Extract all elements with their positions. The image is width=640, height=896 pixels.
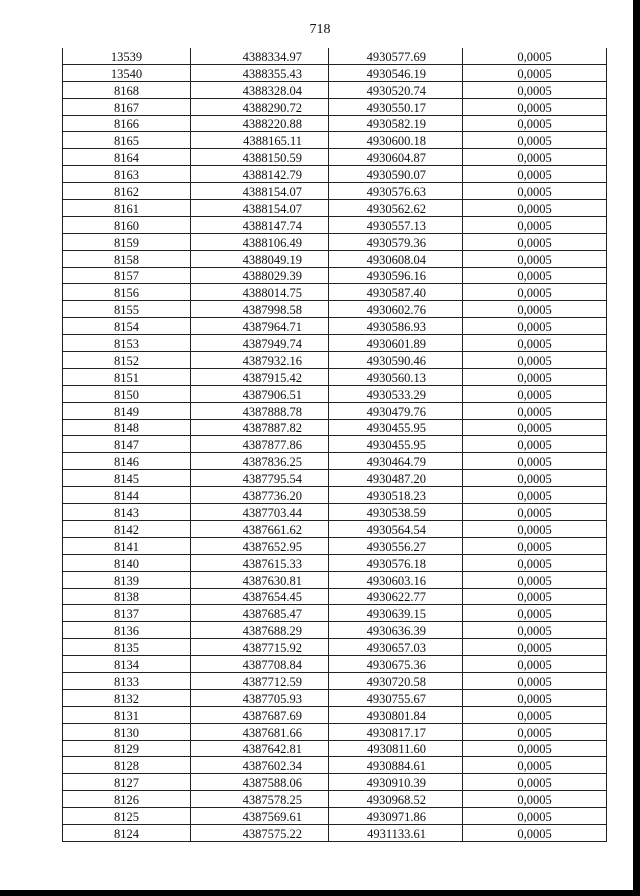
- tolerance-cell: 0,0005: [463, 216, 607, 233]
- table-row: [63, 318, 607, 335]
- table-row: [63, 200, 607, 217]
- y-coordinate-cell: 4930971.86: [329, 808, 463, 825]
- x-coordinate-cell: 4387877.86: [191, 436, 329, 453]
- y-coordinate-cell: 4930600.18: [329, 132, 463, 149]
- tolerance-cell: 0,0005: [463, 520, 607, 537]
- table-row: [63, 436, 607, 453]
- y-coordinate-cell: 4930538.59: [329, 504, 463, 521]
- tolerance-cell: 0,0005: [463, 639, 607, 656]
- tolerance-cell: 0,0005: [463, 757, 607, 774]
- x-coordinate-cell: 4387687.69: [191, 706, 329, 723]
- x-coordinate-cell: 4387949.74: [191, 335, 329, 352]
- table-row: [63, 487, 607, 504]
- y-coordinate-cell: 4930811.60: [329, 740, 463, 757]
- y-coordinate-cell: 4930576.18: [329, 554, 463, 571]
- y-coordinate-cell: 4930817.17: [329, 723, 463, 740]
- y-coordinate-cell: 4930603.16: [329, 571, 463, 588]
- tolerance-cell: 0,0005: [463, 605, 607, 622]
- x-coordinate-cell: 4387703.44: [191, 504, 329, 521]
- point-number-cell: 8133: [63, 672, 191, 689]
- tolerance-cell: 0,0005: [463, 824, 607, 841]
- y-coordinate-cell: 4930720.58: [329, 672, 463, 689]
- x-coordinate-cell: 4387795.54: [191, 470, 329, 487]
- tolerance-cell: 0,0005: [463, 470, 607, 487]
- table-row: [63, 740, 607, 757]
- point-number-cell: 8125: [63, 808, 191, 825]
- tolerance-cell: 0,0005: [463, 64, 607, 81]
- tolerance-cell: 0,0005: [463, 689, 607, 706]
- x-coordinate-cell: 4387569.61: [191, 808, 329, 825]
- tolerance-cell: 0,0005: [463, 537, 607, 554]
- y-coordinate-cell: 4930590.07: [329, 166, 463, 183]
- table-row: [63, 419, 607, 436]
- tolerance-cell: 0,0005: [463, 740, 607, 757]
- table-row: [63, 250, 607, 267]
- x-coordinate-cell: 4388154.07: [191, 183, 329, 200]
- y-coordinate-cell: 4930464.79: [329, 453, 463, 470]
- y-coordinate-cell: 4930560.13: [329, 368, 463, 385]
- y-coordinate-cell: 4930479.76: [329, 402, 463, 419]
- x-coordinate-cell: 4387681.66: [191, 723, 329, 740]
- point-number-cell: 8138: [63, 588, 191, 605]
- x-coordinate-cell: 4387932.16: [191, 352, 329, 369]
- tolerance-cell: 0,0005: [463, 183, 607, 200]
- x-coordinate-cell: 4388165.11: [191, 132, 329, 149]
- tolerance-cell: 0,0005: [463, 166, 607, 183]
- table-row: [63, 639, 607, 656]
- table-row: [63, 808, 607, 825]
- tolerance-cell: 0,0005: [463, 622, 607, 639]
- x-coordinate-cell: 4387575.22: [191, 824, 329, 841]
- table-row: [63, 791, 607, 808]
- tolerance-cell: 0,0005: [463, 791, 607, 808]
- x-coordinate-cell: 4387661.62: [191, 520, 329, 537]
- point-number-cell: 8157: [63, 267, 191, 284]
- table-row: [63, 81, 607, 98]
- tolerance-cell: 0,0005: [463, 48, 607, 64]
- x-coordinate-cell: 4388142.79: [191, 166, 329, 183]
- point-number-cell: 8153: [63, 335, 191, 352]
- x-coordinate-cell: 4388290.72: [191, 98, 329, 115]
- tolerance-cell: 0,0005: [463, 233, 607, 250]
- point-number-cell: 8136: [63, 622, 191, 639]
- y-coordinate-cell: 4931133.61: [329, 824, 463, 841]
- point-number-cell: 8154: [63, 318, 191, 335]
- x-coordinate-cell: 4387652.95: [191, 537, 329, 554]
- y-coordinate-cell: 4930564.54: [329, 520, 463, 537]
- y-coordinate-cell: 4930533.29: [329, 385, 463, 402]
- tolerance-cell: 0,0005: [463, 453, 607, 470]
- table-row: [63, 689, 607, 706]
- y-coordinate-cell: 4930601.89: [329, 335, 463, 352]
- point-number-cell: 8162: [63, 183, 191, 200]
- point-number-cell: 8152: [63, 352, 191, 369]
- table-row: [63, 48, 607, 64]
- point-number-cell: 8158: [63, 250, 191, 267]
- table-row: [63, 706, 607, 723]
- x-coordinate-cell: 4387915.42: [191, 368, 329, 385]
- table-row: [63, 402, 607, 419]
- page-number: 718: [309, 22, 331, 37]
- y-coordinate-cell: 4930910.39: [329, 774, 463, 791]
- table-row: [63, 352, 607, 369]
- point-number-cell: 8163: [63, 166, 191, 183]
- x-coordinate-cell: 4388150.59: [191, 149, 329, 166]
- point-number-cell: 8146: [63, 453, 191, 470]
- x-coordinate-cell: 4388147.74: [191, 216, 329, 233]
- y-coordinate-cell: 4930587.40: [329, 284, 463, 301]
- point-number-cell: 8150: [63, 385, 191, 402]
- x-coordinate-cell: 4387705.93: [191, 689, 329, 706]
- y-coordinate-cell: 4930622.77: [329, 588, 463, 605]
- y-coordinate-cell: 4930557.13: [329, 216, 463, 233]
- table-row: [63, 520, 607, 537]
- x-coordinate-cell: 4387685.47: [191, 605, 329, 622]
- table-row: [63, 149, 607, 166]
- y-coordinate-cell: 4930657.03: [329, 639, 463, 656]
- point-number-cell: 8160: [63, 216, 191, 233]
- x-coordinate-cell: 4387998.58: [191, 301, 329, 318]
- y-coordinate-cell: 4930755.67: [329, 689, 463, 706]
- y-coordinate-cell: 4930520.74: [329, 81, 463, 98]
- y-coordinate-cell: 4930556.27: [329, 537, 463, 554]
- table-row: [63, 723, 607, 740]
- table-row: [63, 132, 607, 149]
- tolerance-cell: 0,0005: [463, 301, 607, 318]
- point-number-cell: 8167: [63, 98, 191, 115]
- point-number-cell: 8161: [63, 200, 191, 217]
- x-coordinate-cell: 4387964.71: [191, 318, 329, 335]
- x-coordinate-cell: 4387688.29: [191, 622, 329, 639]
- point-number-cell: 8126: [63, 791, 191, 808]
- tolerance-cell: 0,0005: [463, 419, 607, 436]
- point-number-cell: 8145: [63, 470, 191, 487]
- point-number-cell: 8149: [63, 402, 191, 419]
- tolerance-cell: 0,0005: [463, 132, 607, 149]
- x-coordinate-cell: 4388328.04: [191, 81, 329, 98]
- y-coordinate-cell: 4930602.76: [329, 301, 463, 318]
- table-row: [63, 216, 607, 233]
- tolerance-cell: 0,0005: [463, 571, 607, 588]
- point-number-cell: 8143: [63, 504, 191, 521]
- point-number-cell: 8164: [63, 149, 191, 166]
- table-row: [63, 470, 607, 487]
- x-coordinate-cell: 4387715.92: [191, 639, 329, 656]
- x-coordinate-cell: 4387615.33: [191, 554, 329, 571]
- x-coordinate-cell: 4388049.19: [191, 250, 329, 267]
- point-number-cell: 8131: [63, 706, 191, 723]
- tolerance-cell: 0,0005: [463, 115, 607, 132]
- y-coordinate-cell: 4930455.95: [329, 419, 463, 436]
- tolerance-cell: 0,0005: [463, 200, 607, 217]
- tolerance-cell: 0,0005: [463, 385, 607, 402]
- tolerance-cell: 0,0005: [463, 588, 607, 605]
- y-coordinate-cell: 4930546.19: [329, 64, 463, 81]
- point-number-cell: 8168: [63, 81, 191, 98]
- point-number-cell: 8132: [63, 689, 191, 706]
- tolerance-cell: 0,0005: [463, 656, 607, 673]
- table-row: [63, 453, 607, 470]
- coordinates-table-body: [63, 48, 607, 841]
- y-coordinate-cell: 4930455.95: [329, 436, 463, 453]
- tolerance-cell: 0,0005: [463, 335, 607, 352]
- table-row: [63, 774, 607, 791]
- table-row: [63, 166, 607, 183]
- table-row: [63, 368, 607, 385]
- table-row: [63, 571, 607, 588]
- y-coordinate-cell: 4930636.39: [329, 622, 463, 639]
- point-number-cell: 8147: [63, 436, 191, 453]
- point-number-cell: 8124: [63, 824, 191, 841]
- y-coordinate-cell: 4930801.84: [329, 706, 463, 723]
- tolerance-cell: 0,0005: [463, 504, 607, 521]
- x-coordinate-cell: 4387654.45: [191, 588, 329, 605]
- tolerance-cell: 0,0005: [463, 554, 607, 571]
- point-number-cell: 8165: [63, 132, 191, 149]
- y-coordinate-cell: 4930596.16: [329, 267, 463, 284]
- scan-edge-right: [633, 0, 640, 896]
- point-number-cell: 8148: [63, 419, 191, 436]
- point-number-cell: 8130: [63, 723, 191, 740]
- point-number-cell: 8142: [63, 520, 191, 537]
- tolerance-cell: 0,0005: [463, 402, 607, 419]
- x-coordinate-cell: 4388154.07: [191, 200, 329, 217]
- point-number-cell: 8151: [63, 368, 191, 385]
- y-coordinate-cell: 4930518.23: [329, 487, 463, 504]
- point-number-cell: 8137: [63, 605, 191, 622]
- tolerance-cell: 0,0005: [463, 487, 607, 504]
- table-row: [63, 267, 607, 284]
- tolerance-cell: 0,0005: [463, 352, 607, 369]
- tolerance-cell: 0,0005: [463, 318, 607, 335]
- tolerance-cell: 0,0005: [463, 706, 607, 723]
- table-row: [63, 757, 607, 774]
- y-coordinate-cell: 4930576.63: [329, 183, 463, 200]
- y-coordinate-cell: 4930884.61: [329, 757, 463, 774]
- table-row: [63, 656, 607, 673]
- table-row: [63, 98, 607, 115]
- tolerance-cell: 0,0005: [463, 284, 607, 301]
- y-coordinate-cell: 4930586.93: [329, 318, 463, 335]
- x-coordinate-cell: 4387712.59: [191, 672, 329, 689]
- point-number-cell: 13540: [63, 64, 191, 81]
- point-number-cell: 8144: [63, 487, 191, 504]
- table-row: [63, 335, 607, 352]
- point-number-cell: 8128: [63, 757, 191, 774]
- y-coordinate-cell: 4930562.62: [329, 200, 463, 217]
- tolerance-cell: 0,0005: [463, 149, 607, 166]
- point-number-cell: 8141: [63, 537, 191, 554]
- point-number-cell: 8139: [63, 571, 191, 588]
- table-row: [63, 385, 607, 402]
- point-number-cell: 8127: [63, 774, 191, 791]
- point-number-cell: 8140: [63, 554, 191, 571]
- x-coordinate-cell: 4387602.34: [191, 757, 329, 774]
- point-number-cell: 8159: [63, 233, 191, 250]
- tolerance-cell: 0,0005: [463, 250, 607, 267]
- x-coordinate-cell: 4387836.25: [191, 453, 329, 470]
- table-row: [63, 233, 607, 250]
- x-coordinate-cell: 4388334.97: [191, 48, 329, 64]
- point-number-cell: 8129: [63, 740, 191, 757]
- tolerance-cell: 0,0005: [463, 672, 607, 689]
- tolerance-cell: 0,0005: [463, 267, 607, 284]
- table-row: [63, 588, 607, 605]
- table-row: [63, 672, 607, 689]
- table-row: [63, 284, 607, 301]
- tolerance-cell: 0,0005: [463, 436, 607, 453]
- point-number-cell: 13539: [63, 48, 191, 64]
- coordinates-table: [62, 48, 607, 842]
- table-row: [63, 504, 607, 521]
- table-row: [63, 537, 607, 554]
- y-coordinate-cell: 4930577.69: [329, 48, 463, 64]
- x-coordinate-cell: 4388220.88: [191, 115, 329, 132]
- x-coordinate-cell: 4387708.84: [191, 656, 329, 673]
- table-row: [63, 115, 607, 132]
- point-number-cell: 8135: [63, 639, 191, 656]
- x-coordinate-cell: 4387888.78: [191, 402, 329, 419]
- y-coordinate-cell: 4930675.36: [329, 656, 463, 673]
- x-coordinate-cell: 4387887.82: [191, 419, 329, 436]
- x-coordinate-cell: 4387736.20: [191, 487, 329, 504]
- scan-edge-bottom: [0, 890, 640, 896]
- tolerance-cell: 0,0005: [463, 81, 607, 98]
- point-number-cell: 8156: [63, 284, 191, 301]
- table-row: [63, 554, 607, 571]
- y-coordinate-cell: 4930579.36: [329, 233, 463, 250]
- table-row: [63, 605, 607, 622]
- point-number-cell: 8155: [63, 301, 191, 318]
- table-row: [63, 301, 607, 318]
- x-coordinate-cell: 4387906.51: [191, 385, 329, 402]
- tolerance-cell: 0,0005: [463, 723, 607, 740]
- y-coordinate-cell: 4930550.17: [329, 98, 463, 115]
- point-number-cell: 8134: [63, 656, 191, 673]
- table-row: [63, 824, 607, 841]
- tolerance-cell: 0,0005: [463, 368, 607, 385]
- table-row: [63, 622, 607, 639]
- y-coordinate-cell: 4930639.15: [329, 605, 463, 622]
- y-coordinate-cell: 4930608.04: [329, 250, 463, 267]
- x-coordinate-cell: 4387588.06: [191, 774, 329, 791]
- table-row: [63, 64, 607, 81]
- x-coordinate-cell: 4388029.39: [191, 267, 329, 284]
- x-coordinate-cell: 4387630.81: [191, 571, 329, 588]
- y-coordinate-cell: 4930968.52: [329, 791, 463, 808]
- y-coordinate-cell: 4930582.19: [329, 115, 463, 132]
- x-coordinate-cell: 4387578.25: [191, 791, 329, 808]
- table-row: [63, 183, 607, 200]
- x-coordinate-cell: 4388106.49: [191, 233, 329, 250]
- x-coordinate-cell: 4388014.75: [191, 284, 329, 301]
- y-coordinate-cell: 4930604.87: [329, 149, 463, 166]
- tolerance-cell: 0,0005: [463, 98, 607, 115]
- point-number-cell: 8166: [63, 115, 191, 132]
- y-coordinate-cell: 4930590.46: [329, 352, 463, 369]
- x-coordinate-cell: 4387642.81: [191, 740, 329, 757]
- tolerance-cell: 0,0005: [463, 774, 607, 791]
- tolerance-cell: 0,0005: [463, 808, 607, 825]
- x-coordinate-cell: 4388355.43: [191, 64, 329, 81]
- y-coordinate-cell: 4930487.20: [329, 470, 463, 487]
